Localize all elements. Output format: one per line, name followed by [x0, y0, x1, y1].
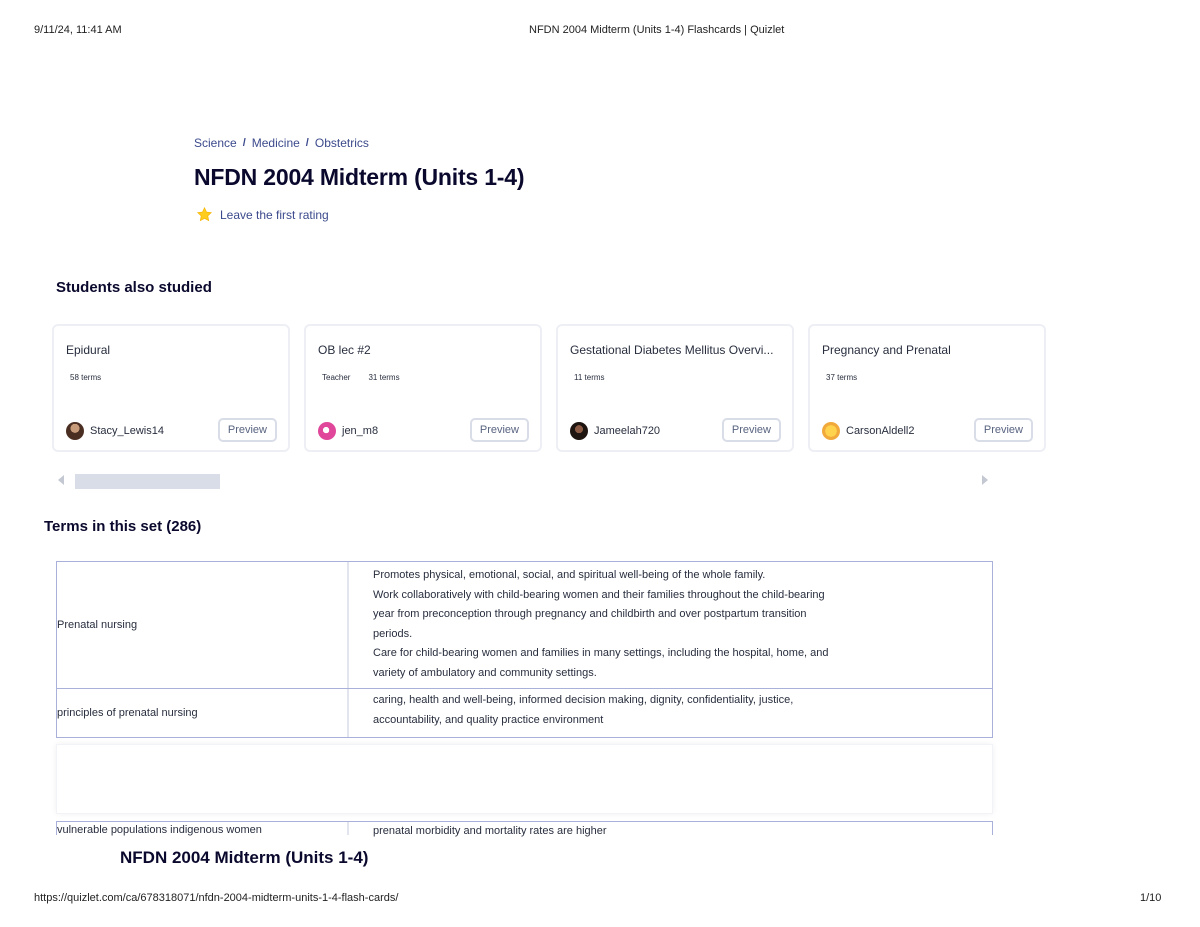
card-username: jen_m8: [342, 425, 379, 437]
card-author[interactable]: [66, 422, 164, 440]
breadcrumb-medicine[interactable]: Medicine: [251, 136, 300, 150]
term-row: [56, 821, 993, 835]
card-term-count: 31 terms: [368, 373, 400, 382]
term-text: principles of prenatal nursing: [57, 689, 349, 737]
scroll-left-arrow-icon[interactable]: [58, 475, 64, 485]
card-author[interactable]: [822, 422, 914, 440]
study-set-card[interactable]: [556, 324, 794, 452]
definition-line: periods.: [373, 627, 413, 640]
card-meta: [322, 373, 400, 382]
definition-line: year from preconception through pregnancy and childbirth and over postpartum transition: [373, 608, 807, 621]
card-title[interactable]: Gestational Diabetes Mellitus Overvi...: [570, 343, 774, 357]
breadcrumb: [194, 136, 369, 150]
scroll-right-arrow-icon[interactable]: [982, 475, 988, 485]
study-set-card[interactable]: [52, 324, 290, 452]
print-datetime: 9/11/24, 11:41 AM: [34, 24, 122, 36]
print-url: https://quizlet.com/ca/678318071/nfdn-2004-midterm-units-1-4-flash-cards/: [34, 892, 399, 904]
term-definition: [349, 689, 992, 737]
card-title[interactable]: Epidural: [66, 343, 111, 357]
avatar: [822, 422, 840, 440]
card-author[interactable]: [570, 422, 660, 440]
card-meta: [70, 373, 101, 382]
card-term-count: 37 terms: [826, 373, 858, 382]
avatar: [66, 422, 84, 440]
definition-line: Promotes physical, emotional, social, and spiritual well-being of the whole family.: [373, 569, 766, 581]
star-icon: [196, 206, 213, 223]
card-username: Stacy_Lewis14: [90, 425, 164, 437]
definition-line: prenatal morbidity and mortality rates are higher: [373, 825, 607, 837]
preview-button[interactable]: Preview: [974, 418, 1033, 442]
card-username: Jameelah720: [594, 425, 661, 437]
definition-line: variety of ambulatory and community settings.: [373, 666, 597, 679]
breadcrumb-separator: /: [305, 137, 309, 149]
card-meta: [574, 373, 605, 382]
teacher-badge: Teacher: [322, 373, 351, 382]
card-author[interactable]: [318, 422, 378, 440]
card-username: CarsonAldell2: [846, 425, 915, 437]
definition-line: Work collaboratively with child-bearing women and their families throughout the child-bearing: [373, 588, 825, 601]
term-text: Prenatal nursing: [57, 562, 349, 688]
definition-line: accountability, and quality practice environment: [373, 713, 604, 726]
study-set-card[interactable]: [808, 324, 1046, 452]
rating-link[interactable]: [196, 206, 329, 223]
carousel-scrollbar-thumb[interactable]: [75, 474, 220, 489]
avatar: [318, 422, 336, 440]
ad-placeholder: [56, 744, 993, 814]
preview-button[interactable]: Preview: [722, 418, 781, 442]
term-row: [56, 561, 993, 689]
card-term-count: 11 terms: [574, 373, 605, 382]
term-definition: [349, 562, 992, 688]
term-row: [56, 689, 993, 738]
rating-text: Leave the first rating: [220, 207, 329, 222]
card-title[interactable]: Pregnancy and Prenatal: [822, 343, 951, 357]
study-set-card[interactable]: [304, 324, 542, 452]
terms-heading: Terms in this set (286): [44, 518, 202, 535]
print-doc-title: NFDN 2004 Midterm (Units 1-4) Flashcards | Quizlet: [529, 24, 785, 36]
card-title[interactable]: OB lec #2: [318, 343, 371, 357]
preview-button[interactable]: Preview: [470, 418, 529, 442]
definition-line: caring, health and well-being, informed decision making, dignity, confidentiality, justice,: [373, 694, 794, 706]
term-definition: [349, 822, 992, 835]
preview-button[interactable]: Preview: [218, 418, 277, 442]
study-set-carousel: [66, 324, 1023, 460]
definition-line: Care for child-bearing women and families in many settings, including the hospital, home, and: [373, 647, 829, 660]
page-title: NFDN 2004 Midterm (Units 1-4): [194, 164, 525, 190]
card-term-count: 58 terms: [70, 373, 102, 382]
avatar: [570, 422, 588, 440]
card-meta: [826, 373, 857, 382]
sticky-set-title: NFDN 2004 Midterm (Units 1-4): [120, 848, 369, 867]
breadcrumb-separator: /: [242, 137, 246, 149]
term-text: vulnerable populations indigenous women: [57, 822, 349, 835]
breadcrumb-obstetrics[interactable]: Obstetrics: [314, 136, 369, 150]
print-page-number: 1/10: [1140, 892, 1162, 904]
students-also-studied-heading: Students also studied: [56, 279, 212, 296]
breadcrumb-science[interactable]: Science: [194, 136, 237, 150]
